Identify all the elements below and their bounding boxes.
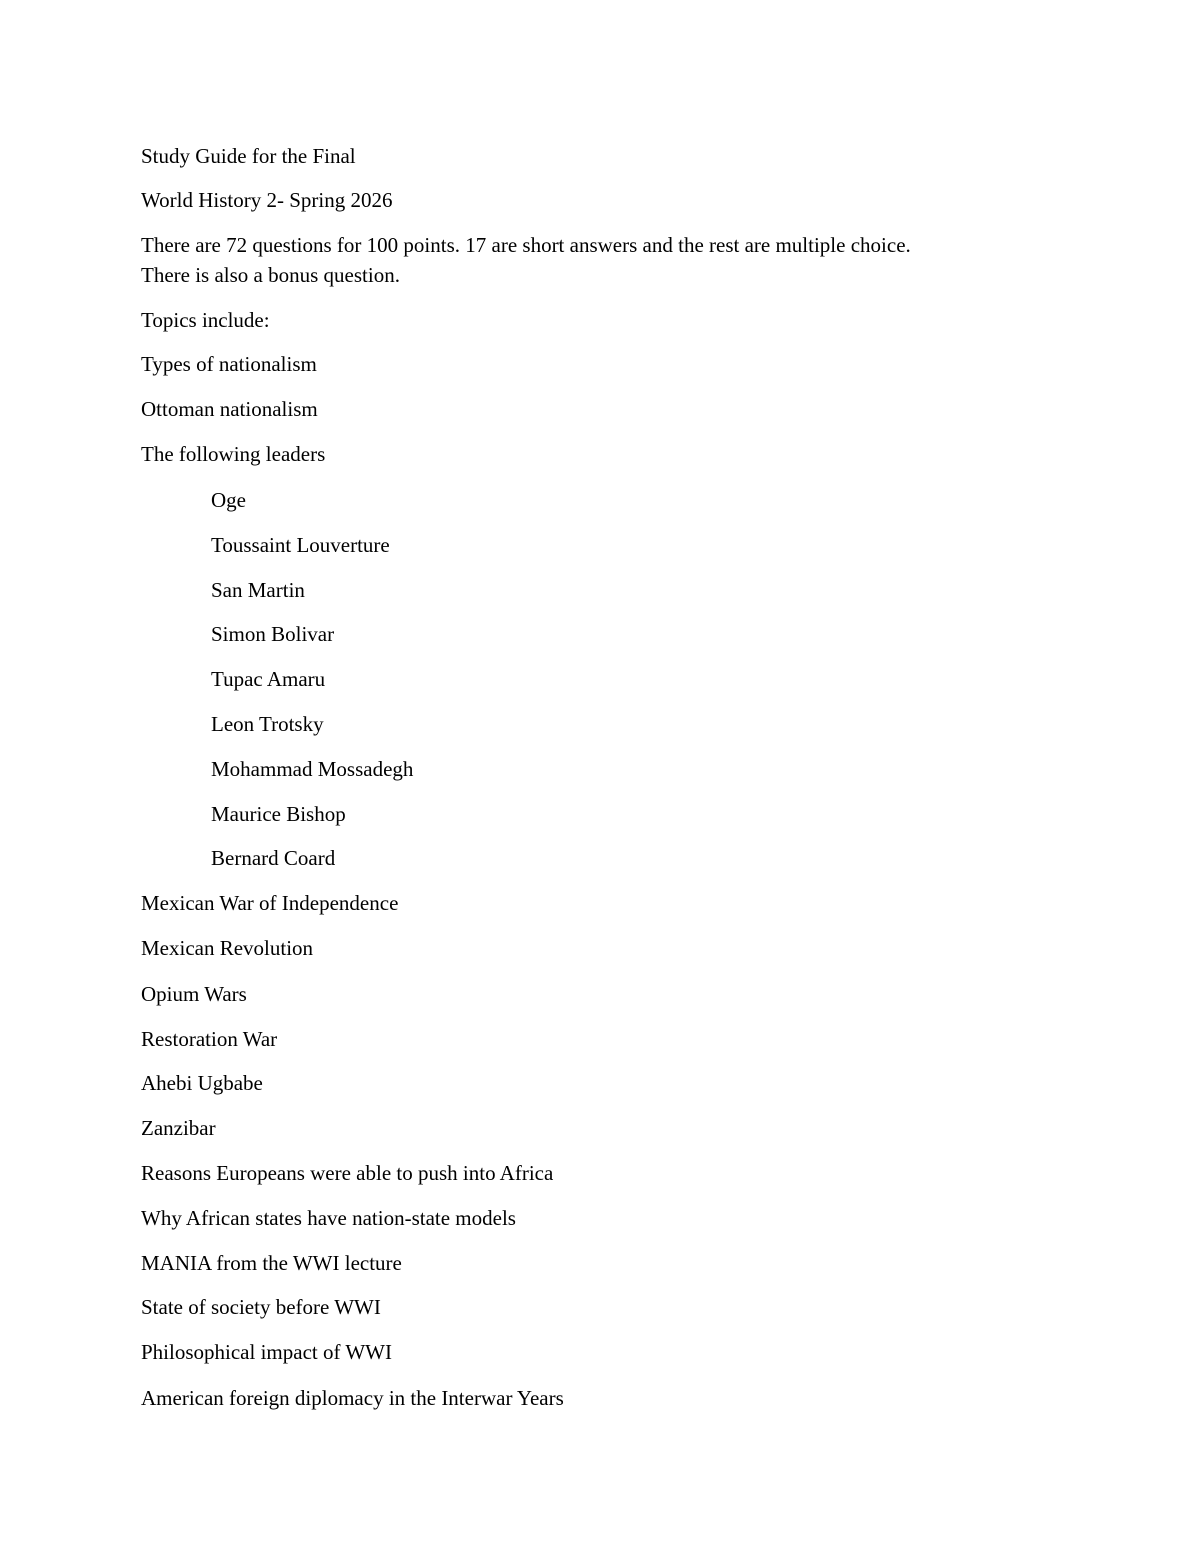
- leader-item: Simon Bolivar: [211, 622, 335, 646]
- topic-item: American foreign diplomacy in the Interwar Years: [141, 1386, 564, 1410]
- topic-item: Opium Wars: [141, 982, 247, 1006]
- topic-item: MANIA from the WWI lecture: [141, 1251, 402, 1275]
- intro-text-line-1: There are 72 questions for 100 points. 17 are short answers and the rest are multiple choice.: [141, 233, 911, 257]
- topic-item: The following leaders: [141, 442, 326, 466]
- leader-item: Mohammad Mossadegh: [211, 757, 414, 781]
- intro-text-line-2: There is also a bonus question.: [141, 263, 400, 287]
- topic-item: Ottoman nationalism: [141, 397, 318, 421]
- topic-item: Zanzibar: [141, 1116, 216, 1140]
- leader-item: Toussaint Louverture: [211, 533, 390, 557]
- leader-item: Leon Trotsky: [211, 712, 324, 736]
- topics-heading: Topics include:: [141, 308, 270, 332]
- topic-item: Mexican Revolution: [141, 936, 314, 960]
- topic-item: Mexican War of Independence: [141, 891, 399, 915]
- course-name: World History 2- Spring 2026: [141, 188, 393, 212]
- topic-item: Types of nationalism: [141, 352, 317, 376]
- topic-item: Philosophical impact of WWI: [141, 1340, 392, 1364]
- leader-item: Tupac Amaru: [211, 667, 326, 691]
- topic-item: State of society before WWI: [141, 1295, 381, 1319]
- leader-item: San Martin: [211, 578, 305, 602]
- leader-item: Oge: [211, 488, 246, 512]
- topic-item: Ahebi Ugbabe: [141, 1071, 263, 1095]
- topic-item: Restoration War: [141, 1027, 278, 1051]
- topic-item: Reasons Europeans were able to push into Africa: [141, 1161, 554, 1185]
- leader-item: Bernard Coard: [211, 846, 336, 870]
- document-title: Study Guide for the Final: [141, 144, 356, 168]
- topic-item: Why African states have nation-state models: [141, 1206, 516, 1230]
- leader-item: Maurice Bishop: [211, 802, 346, 826]
